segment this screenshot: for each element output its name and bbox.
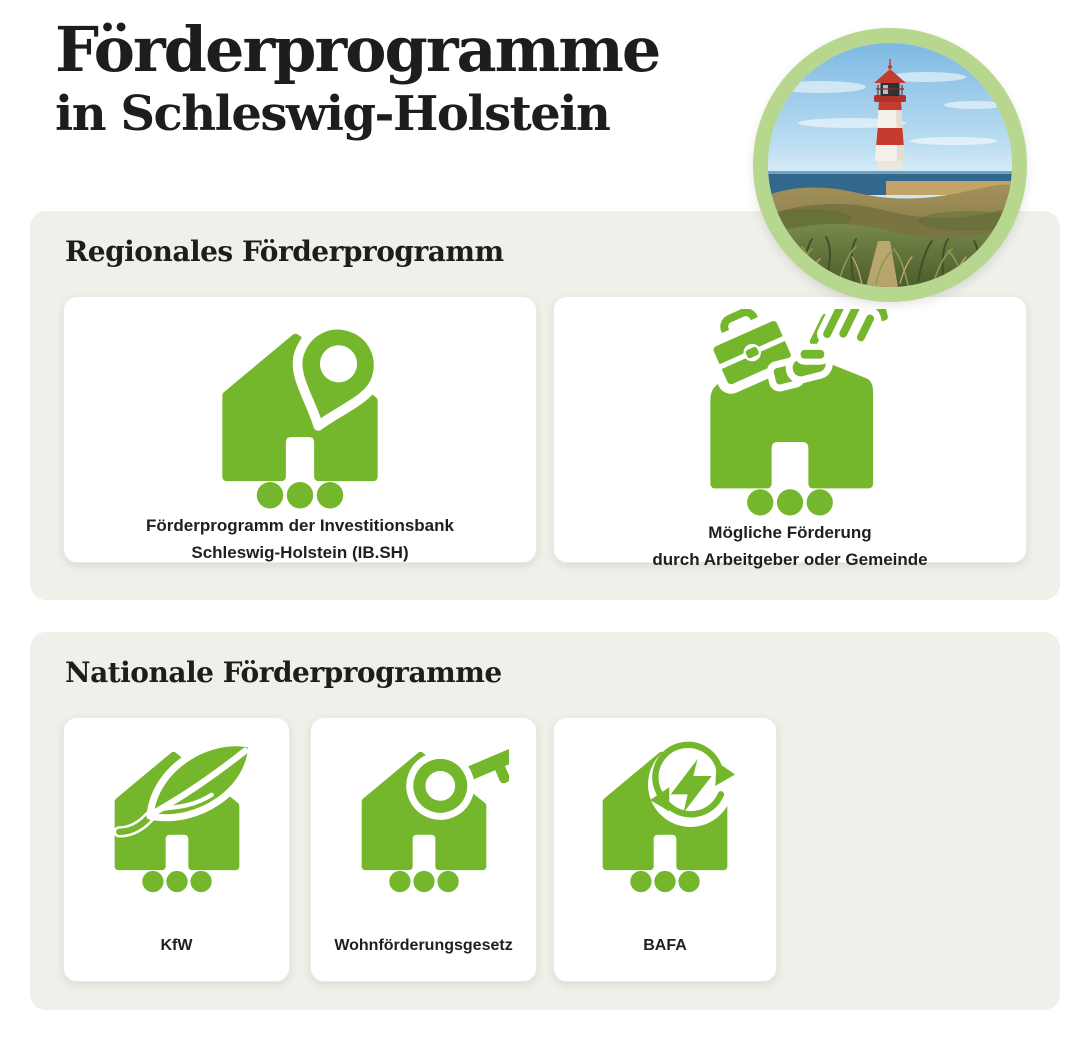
house-briefcase-handshake-icon (685, 297, 895, 519)
lighthouse-photo (753, 28, 1027, 302)
lighthouse-illustration (768, 43, 1012, 287)
section-national-title: Nationale Förderprogramme (65, 656, 502, 689)
card-label: KfW (160, 937, 193, 954)
section-regional-title: Regionales Förderprogramm (65, 235, 504, 268)
house-key-icon (339, 718, 509, 895)
section-national (30, 632, 1060, 1010)
page-subtitle: in Schleswig-Holstein (55, 86, 610, 143)
card-label (64, 512, 536, 582)
card-wohnfoerderungsgesetz (310, 717, 537, 982)
card-label: Wohnförderungsgesetz (334, 937, 513, 954)
card-label-line2: durch Arbeitgeber oder Gemeinde (652, 550, 928, 570)
house-location-pin-icon (194, 297, 406, 512)
card-label-line1: Förderprogramm der Investitionsbank (146, 516, 454, 535)
page-title-block (55, 13, 660, 143)
card-label-line1: Mögliche Förderung (708, 523, 872, 542)
house-energy-icon (580, 718, 750, 895)
card-label: BAFA (643, 937, 687, 954)
house-leaf-icon (92, 718, 262, 895)
card-kfw (63, 717, 290, 982)
card-bafa (553, 717, 777, 982)
card-ibsh (63, 296, 537, 563)
card-arbeitgeber-gemeinde (553, 296, 1027, 570)
page-title: Förderprogramme (55, 13, 660, 86)
card-label-line2: Schleswig-Holstein (IB.SH) (191, 543, 409, 563)
card-label (554, 519, 1026, 589)
